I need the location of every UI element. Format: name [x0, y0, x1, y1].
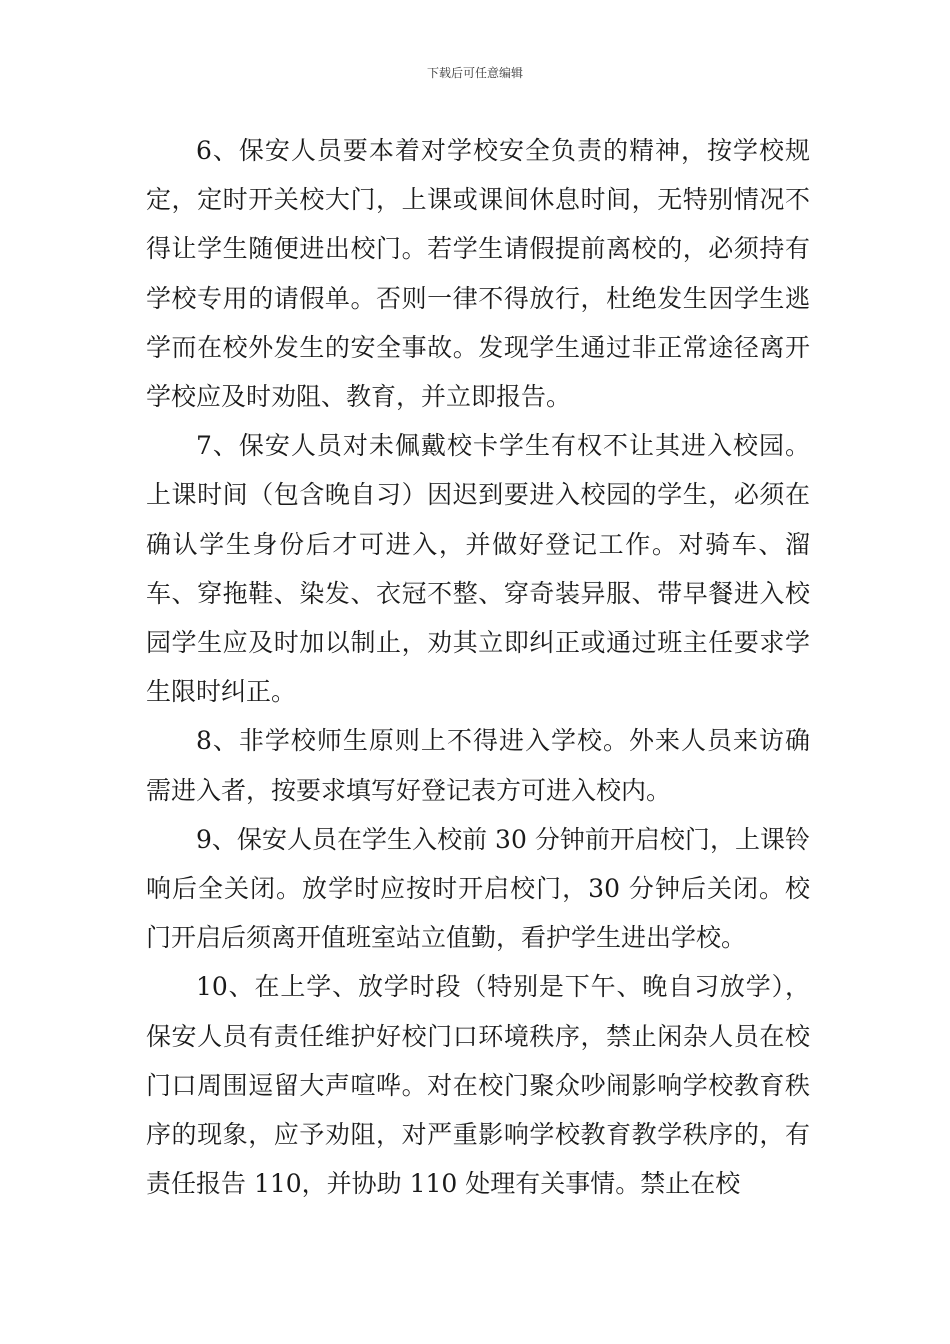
paragraph-rule-9: 9、保安人员在学生入校前 30 分钟前开启校门，上课铃响后全关闭。放学时应按时开启校门，30 分钟后关闭。校门开启后须离开值班室站立值勤，看护学生进出学校。 [146, 824, 810, 953]
paragraph-rule-8: 8、非学校师生原则上不得进入学校。外来人员来访确需进入者，按要求填写好登记表方可进入校内。 [146, 726, 810, 805]
paragraph-rule-6: 6、保安人员要本着对学校安全负责的精神，按学校规定，定时开关校大门，上课或课间休息时间，无特别情况不得让学生随便进出校门。若学生请假提前离校的，必须持有学校专用的请假单。否则一律不得放行，杜绝发生因学生逃学而在校外发生的安全事故。发现学生通过非正常途径离开学校应及时劝阻、教育，并立即报告。 [146, 136, 810, 412]
paragraph-rule-10: 10、在上学、放学时段（特别是下午、晚自习放学），保安人员有责任维护好校门口环境秩序，禁止闲杂人员在校门口周围逗留大声喧哗。对在校门聚众吵闹影响学校教育秩序的现象，应予劝阻，对严重影响学校教育教学秩序的，有责任报告 110，并协助 110 处理有关事情。禁止在校 [146, 972, 810, 1199]
document-body [146, 126, 810, 1208]
paragraph-rule-7: 7、保安人员对未佩戴校卡学生有权不让其进入校园。上课时间（包含晚自习）因迟到要进入校园的学生，必须在确认学生身份后才可进入，并做好登记工作。对骑车、溜车、穿拖鞋、染发、衣冠不整、穿奇装异服、带早餐进入校园学生应及时加以制止，劝其立即纠正或通过班主任要求学生限时纠正。 [146, 431, 810, 707]
page-header-note: 下载后可任意编辑 [426, 66, 523, 80]
